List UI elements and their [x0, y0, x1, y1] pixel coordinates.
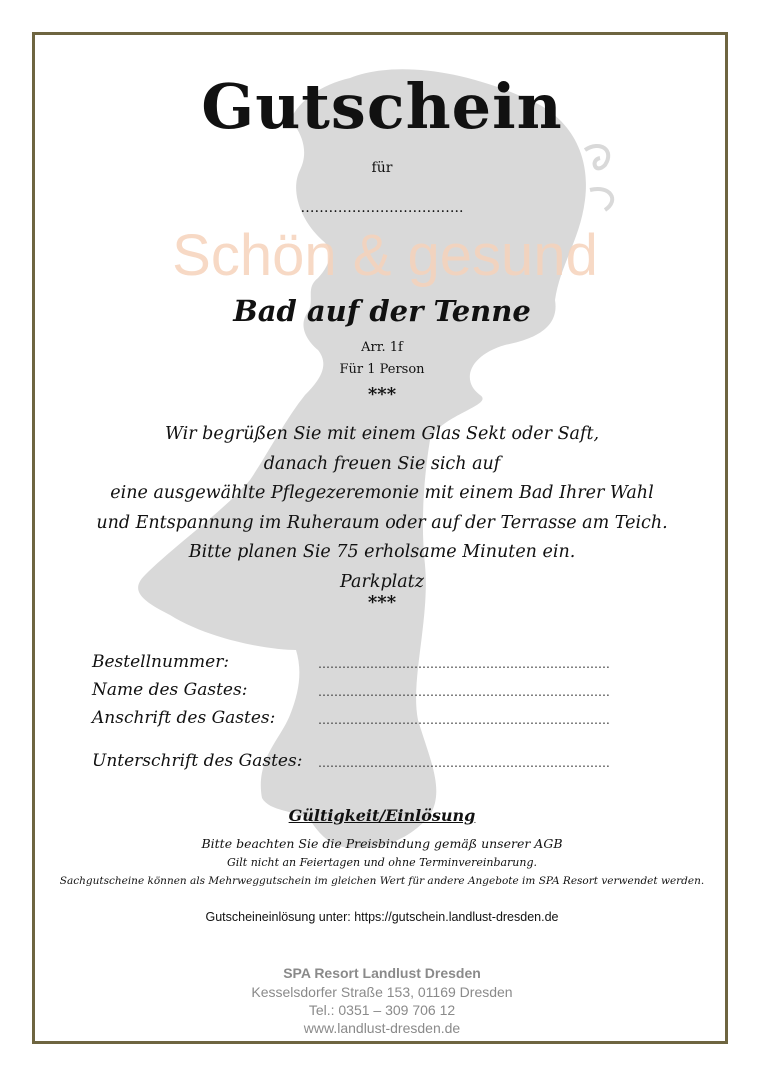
validity-line: Gilt nicht an Feiertagen und ohne Terminvereinbarung.: [226, 856, 538, 869]
validity-line: Sachgutscheine können als Mehrweggutschein im gleichen Wert für andere Angebote im SPA Resort verwendet werden.: [59, 875, 705, 887]
guest-signature-field[interactable]: ……………………………………………………………….: [318, 756, 610, 770]
description-line: Wir begrüßen Sie mit einem Glas Sekt oder Saft,: [164, 424, 600, 444]
guest-name-field[interactable]: ……………………………………………………………….: [318, 685, 610, 699]
redeem-link[interactable]: Gutscheineinlösung unter: https://gutschein.landlust-dresden.de: [205, 910, 559, 924]
persons-label: Für 1 Person: [339, 362, 425, 377]
watermark-text: Schön & gesund: [172, 223, 598, 288]
separator-stars: ***: [367, 592, 397, 613]
company-phone: Tel.: 0351 – 309 706 12: [308, 1002, 456, 1018]
company-name: SPA Resort Landlust Dresden: [283, 965, 481, 981]
order-number-field[interactable]: ……………………………………………………………….: [318, 657, 610, 671]
for-label: für: [371, 160, 393, 176]
order-number-label: Bestellnummer:: [92, 652, 230, 672]
guest-signature-label: Unterschrift des Gastes:: [92, 751, 303, 771]
guest-name-label: Name des Gastes:: [92, 680, 248, 700]
validity-line: Bitte beachten Sie die Preisbindung gemäß unserer AGB: [201, 836, 563, 851]
guest-address-label: Anschrift des Gastes:: [92, 708, 276, 728]
description-line: eine ausgewählte Pflegezeremonie mit einem Bad Ihrer Wahl: [110, 483, 654, 503]
guest-address-field[interactable]: ……………………………………………………………….: [318, 713, 610, 727]
description-line: und Entspannung im Ruheraum oder auf der Terrasse am Teich.: [96, 512, 668, 533]
separator-stars: ***: [367, 384, 397, 405]
description: [0, 420, 764, 597]
description-line: Parkplatz: [340, 571, 424, 592]
arrangement-code: Arr. 1f: [361, 340, 403, 355]
description-line: Bitte planen Sie 75 erholsame Minuten ein.: [188, 542, 576, 562]
validity-title: Gültigkeit/Einlösung: [288, 806, 476, 825]
voucher-title: Gutschein: [201, 70, 563, 143]
recipient-line: ……………………………..: [300, 200, 464, 216]
company-street: Kesselsdorfer Straße 153, 01169 Dresden: [251, 984, 513, 1000]
product-title: Bad auf der Tenne: [233, 294, 531, 328]
company-website[interactable]: www.landlust-dresden.de: [303, 1020, 461, 1036]
description-line: danach freuen Sie sich auf: [263, 453, 501, 474]
